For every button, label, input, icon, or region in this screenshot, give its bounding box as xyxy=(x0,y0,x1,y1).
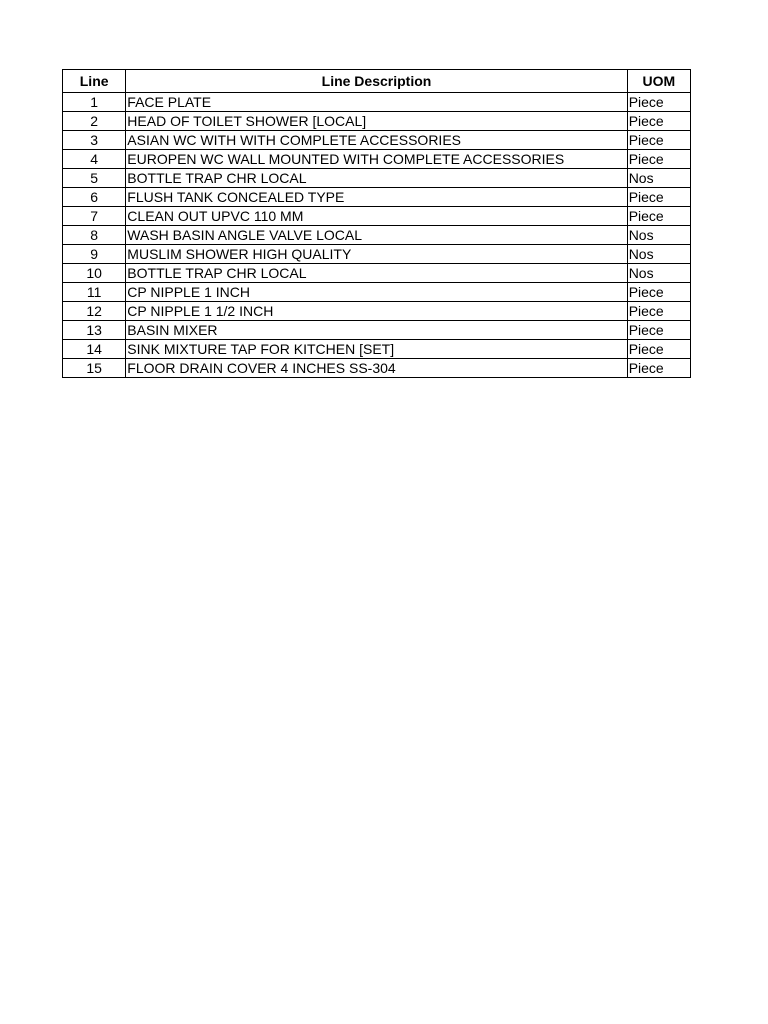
header-line: Line xyxy=(63,70,126,93)
cell-description: FLUSH TANK CONCEALED TYPE xyxy=(126,188,627,207)
cell-description: CP NIPPLE 1 1/2 INCH xyxy=(126,302,627,321)
cell-description: MUSLIM SHOWER HIGH QUALITY xyxy=(126,245,627,264)
cell-line: 1 xyxy=(63,93,126,112)
table-row xyxy=(63,150,691,169)
cell-description: CP NIPPLE 1 INCH xyxy=(126,283,627,302)
header-line-description: Line Description xyxy=(126,70,627,93)
table-row xyxy=(63,264,691,283)
table-row xyxy=(63,359,691,378)
cell-line: 13 xyxy=(63,321,126,340)
cell-uom: Piece xyxy=(627,112,690,131)
cell-uom: Piece xyxy=(627,283,690,302)
cell-description: WASH BASIN ANGLE VALVE LOCAL xyxy=(126,226,627,245)
table-row xyxy=(63,112,691,131)
cell-uom: Nos xyxy=(627,169,690,188)
table-row xyxy=(63,188,691,207)
table-row xyxy=(63,283,691,302)
cell-description: CLEAN OUT UPVC 110 MM xyxy=(126,207,627,226)
table-row xyxy=(63,226,691,245)
cell-line: 8 xyxy=(63,226,126,245)
cell-uom: Piece xyxy=(627,93,690,112)
cell-line: 11 xyxy=(63,283,126,302)
cell-uom: Piece xyxy=(627,207,690,226)
cell-uom: Piece xyxy=(627,131,690,150)
table-row xyxy=(63,169,691,188)
cell-uom: Piece xyxy=(627,359,690,378)
cell-description: FLOOR DRAIN COVER 4 INCHES SS-304 xyxy=(126,359,627,378)
cell-description: BOTTLE TRAP CHR LOCAL xyxy=(126,264,627,283)
cell-uom: Nos xyxy=(627,226,690,245)
cell-line: 12 xyxy=(63,302,126,321)
cell-description: BASIN MIXER xyxy=(126,321,627,340)
cell-uom: Piece xyxy=(627,321,690,340)
table-row xyxy=(63,207,691,226)
table-row xyxy=(63,245,691,264)
table-row xyxy=(63,321,691,340)
header-row xyxy=(63,70,691,93)
cell-description: EUROPEN WC WALL MOUNTED WITH COMPLETE ACCESSORIES xyxy=(126,150,627,169)
cell-line: 3 xyxy=(63,131,126,150)
header-uom: UOM xyxy=(627,70,690,93)
cell-description: BOTTLE TRAP CHR LOCAL xyxy=(126,169,627,188)
cell-uom: Piece xyxy=(627,302,690,321)
table-row xyxy=(63,302,691,321)
cell-description: SINK MIXTURE TAP FOR KITCHEN [SET] xyxy=(126,340,627,359)
cell-uom: Nos xyxy=(627,264,690,283)
cell-uom: Piece xyxy=(627,340,690,359)
table-body xyxy=(63,93,691,378)
cell-line: 9 xyxy=(63,245,126,264)
cell-line: 5 xyxy=(63,169,126,188)
cell-uom: Piece xyxy=(627,188,690,207)
table-header xyxy=(63,70,691,93)
cell-line: 14 xyxy=(63,340,126,359)
table-row xyxy=(63,93,691,112)
line-items-table xyxy=(62,69,691,378)
table-row xyxy=(63,340,691,359)
cell-description: FACE PLATE xyxy=(126,93,627,112)
cell-line: 10 xyxy=(63,264,126,283)
cell-line: 6 xyxy=(63,188,126,207)
cell-line: 4 xyxy=(63,150,126,169)
cell-uom: Piece xyxy=(627,150,690,169)
cell-uom: Nos xyxy=(627,245,690,264)
cell-line: 2 xyxy=(63,112,126,131)
cell-line: 7 xyxy=(63,207,126,226)
cell-line: 15 xyxy=(63,359,126,378)
cell-description: HEAD OF TOILET SHOWER [LOCAL] xyxy=(126,112,627,131)
table-row xyxy=(63,131,691,150)
cell-description: ASIAN WC WITH WITH COMPLETE ACCESSORIES xyxy=(126,131,627,150)
